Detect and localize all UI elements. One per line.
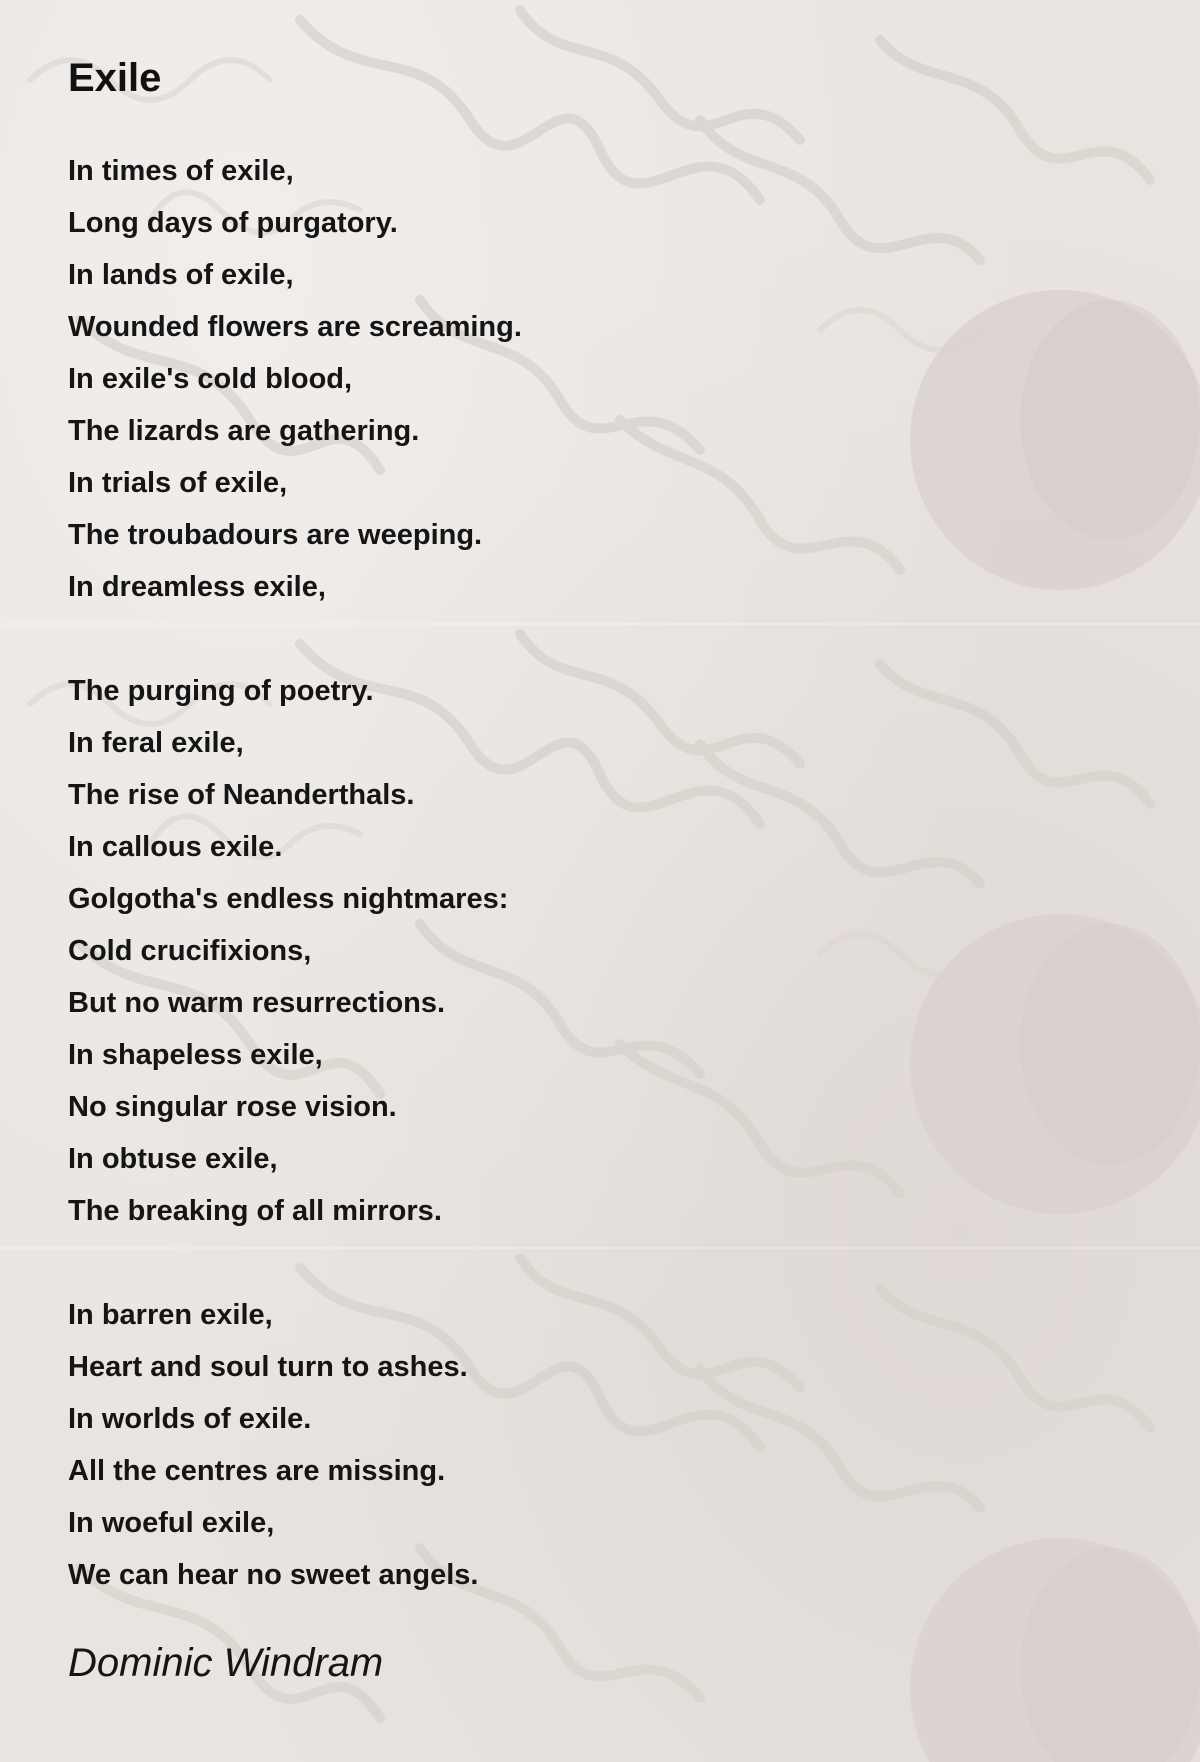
- stanza-break: [68, 1237, 1128, 1289]
- poem-line: In trials of exile,: [68, 467, 288, 499]
- poem-line: In woeful exile,: [68, 1507, 275, 1539]
- poem-line: In exile's cold blood,: [68, 363, 353, 395]
- poem-line: In obtuse exile,: [68, 1143, 278, 1175]
- poem-line: Cold crucifixions,: [68, 935, 312, 967]
- poem-line: The purging of poetry.: [68, 675, 374, 707]
- poem-container: [68, 48, 1128, 1693]
- stanza-break: [68, 613, 1128, 665]
- stanza-3: [68, 1289, 1128, 1601]
- poem-line: Heart and soul turn to ashes.: [68, 1351, 468, 1383]
- poem-line: Golgotha's endless nightmares:: [68, 883, 509, 915]
- poem-line: In callous exile.: [68, 831, 283, 863]
- poem-line: The breaking of all mirrors.: [68, 1195, 442, 1227]
- poem-line: All the centres are missing.: [68, 1455, 446, 1487]
- poem-line: Wounded flowers are screaming.: [68, 311, 522, 343]
- poem-line: In barren exile,: [68, 1299, 273, 1331]
- poem-line: In feral exile,: [68, 727, 244, 759]
- stanza-1: [68, 145, 1128, 613]
- poem-line: In shapeless exile,: [68, 1039, 323, 1071]
- poem-line: Long days of purgatory.: [68, 207, 398, 239]
- poem-line: But no warm resurrections.: [68, 987, 446, 1019]
- poem-line: No singular rose vision.: [68, 1091, 397, 1123]
- poem-line: The troubadours are weeping.: [68, 519, 483, 551]
- poem-title: Exile: [68, 56, 162, 100]
- stanza-2: [68, 665, 1128, 1237]
- poem-line: We can hear no sweet angels.: [68, 1559, 479, 1591]
- poem-author: Dominic Windram: [68, 1641, 384, 1685]
- poem-line: In dreamless exile,: [68, 571, 326, 603]
- poem-line: In lands of exile,: [68, 259, 294, 291]
- poem-line: The rise of Neanderthals.: [68, 779, 415, 811]
- poem-line: The lizards are gathering.: [68, 415, 420, 447]
- poem-line: In times of exile,: [68, 155, 294, 187]
- poem-line: In worlds of exile.: [68, 1403, 312, 1435]
